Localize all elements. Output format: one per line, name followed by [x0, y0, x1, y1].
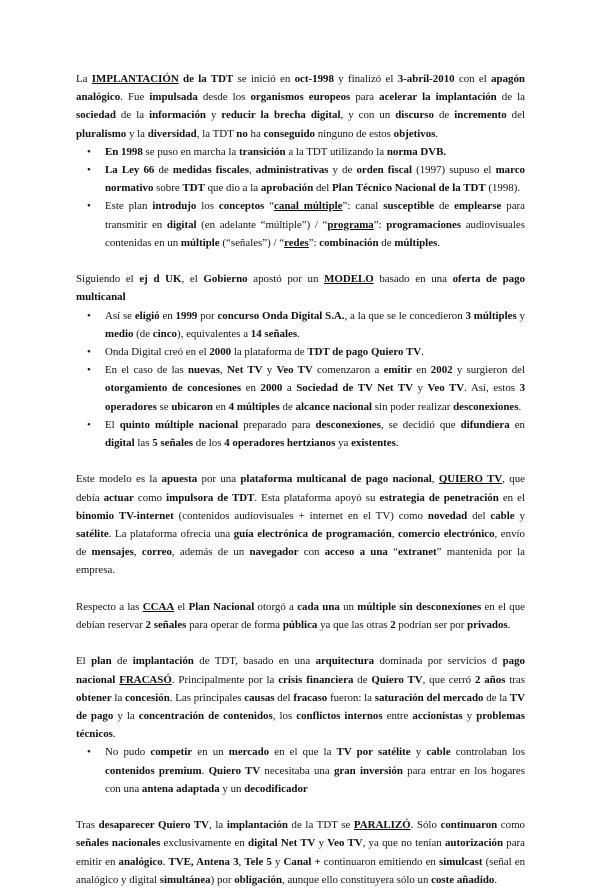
list-item: • Este plan introdujo los conceptos “canal múltiple”: canal susceptible de emplearse para transmitir en digital (en adelante “múltiple”) / “programa”: programaciones audiovisuales contenidas en un múltiple (“señales”) / “redes”: combinación de múltiples. [105, 197, 525, 252]
spacer [76, 798, 525, 816]
list-item: • El quinto múltiple nacional preparado para desconexiones, se decidió que difundiera en digital las 5 señales de los 4 operadores hertzianos ya existentes. [105, 416, 525, 452]
paragraph-fracaso: El plan de implantación de TDT, basado en una arquitectura dominada por servicios d pago nacional FRACASÓ. Principalmente por la crisis financiera de Quiero TV, que cerró 2 años tras obtener la concesión. Las principales causas del fracaso fueron: la saturación del mercado de la TV de pago y la concentración de contenidos, los conflictos internos entre accionistas y problemas técnicos. [76, 655, 526, 741]
spacer [76, 634, 525, 652]
paragraph-paralizo: Tras desaparecer Quiero TV, la implantación de la TDT se PARALIZÓ. Sólo continuaron como señales nacionales exclusivamente en digital Net TV y Veo TV, ya que no tenían autorización para emitir en analógico. TVE, Antena 3, Tele 5 y Canal + continuaron emitiendo en simulcast (señal en analógico y digital simultánea) por obligación, aunque ello constituyera sólo un coste añadido. [76, 819, 526, 886]
paragraph-implantacion: La IMPLANTACIÓN de la TDT se inició en oct-1998 y finalizó el 3-abril-2010 con el apagón analógico. Fue impulsada desde los organismos europeos para acelerar la implantación de la sociedad de la información y reducir la brecha digital, y con un discurso de incremento del pluralismo y la diversidad, la TDT no ha conseguido ninguno de estos objetivos. [76, 73, 525, 140]
list-item: • En 1998 se puso en marcha la transición a la TDT utilizando la norma DVB. [105, 143, 525, 161]
list-item: • Así se eligió en 1999 por concurso Onda Digital S.A., a la que se le concedieron 3 múltiples y medio (de cinco), equivalentes a 14 señales. [105, 307, 525, 343]
bullet-list-2 [76, 307, 525, 453]
paragraph-modelo: Siguiendo el ej d UK, el Gobierno apostó por un MODELO basado en una oferta de pago multicanal [76, 273, 525, 304]
list-item: • Onda Digital creó en el 2000 la plataforma de TDT de pago Quiero TV. [105, 343, 525, 361]
paragraph-ccaa: Respecto a las CCAA el Plan Nacional otorgó a cada una un múltiple sin desconexiones en el que debían reservar 2 señales para operar de forma pública ya que las otras 2 podrían ser por privados. [76, 600, 525, 632]
bullet-list-3 [76, 743, 525, 798]
spacer [76, 252, 525, 270]
list-item: • No pudo competir en un mercado en el que la TV por satélite y cable controlaban los contenidos premium. Quiero TV necesitaba una gran inversión para entrar en los hogares con una antena adaptada y un decodificador [105, 743, 525, 798]
paragraph-quiero-tv: Este modelo es la apuesta por una plataforma multicanal de pago nacional, QUIERO TV, que debía actuar como impulsora de TDT. Esta plataforma apoyó su estrategia de penetración en el binomio TV-internet (contenidos audiovisuales + internet en el TV) como novedad del cable y satélite. La plataforma ofrecía una guía electrónica de programación, comercio electrónico, envío de mensajes, correo, además de un navegador con acceso a una “extranet” mantenida por la empresa. [76, 473, 525, 577]
spacer [76, 452, 525, 470]
bullet-list-1 [76, 143, 525, 252]
list-item: • En el caso de las nuevas, Net TV y Veo TV comenzaron a emitir en 2002 y surgieron del otorgamiento de concesiones en 2000 a Sociedad de TV Net TV y Veo TV. Así, estos 3 operadores se ubicaron en 4 múltiples de alcance nacional sin poder realizar desconexiones. [105, 361, 525, 416]
spacer [76, 580, 525, 598]
list-item: • La Ley 66 de medidas fiscales, administrativas y de orden fiscal (1997) supuso el marco normativo sobre TDT que dio a la aprobación del Plan Técnico Nacional de la TDT (1998). [105, 161, 525, 197]
